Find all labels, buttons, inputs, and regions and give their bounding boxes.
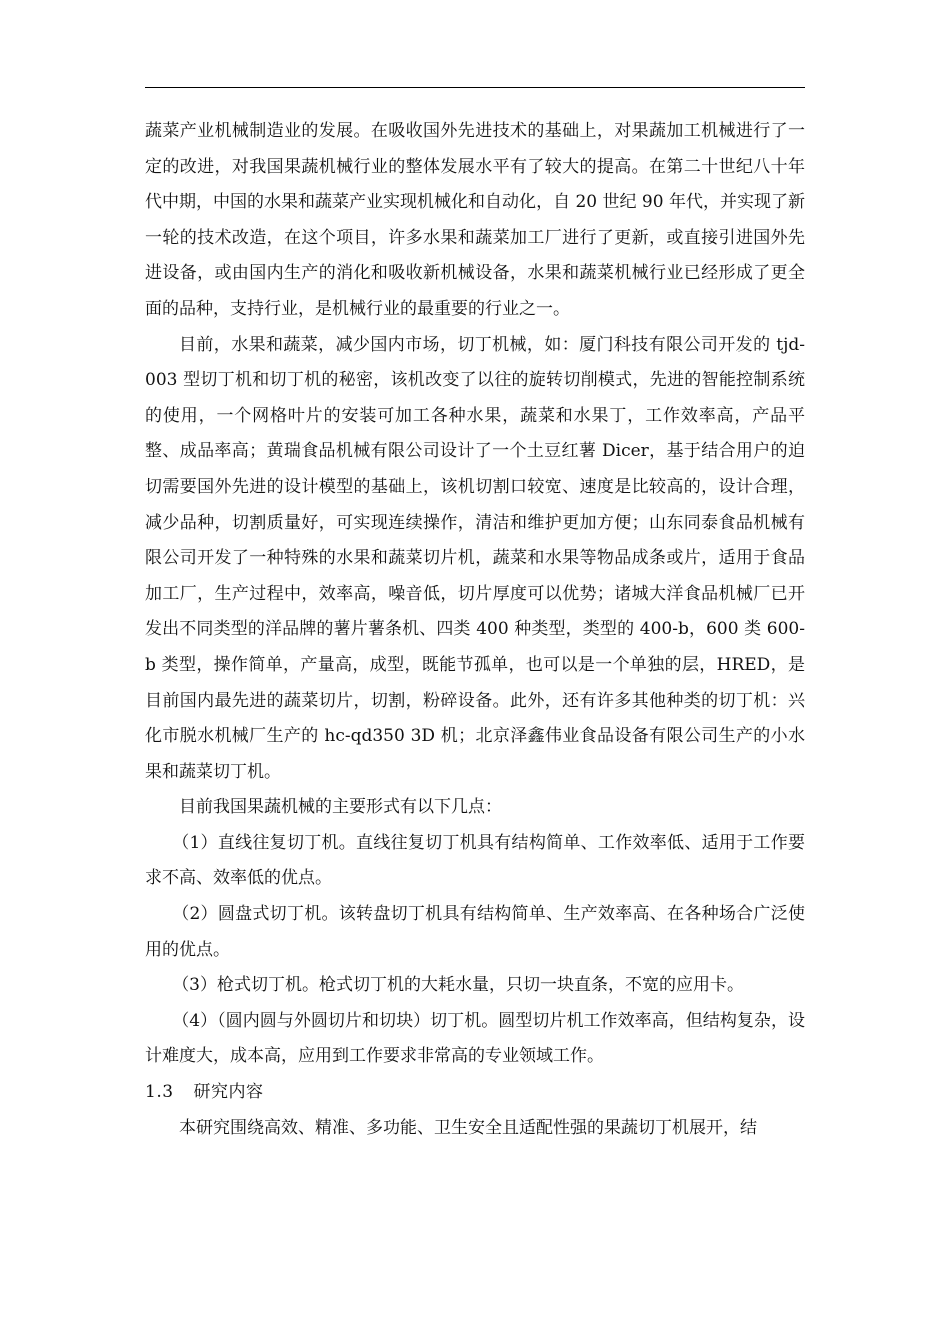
page-body [145,114,805,1146]
body-paragraph: 本研究围绕高效、精准、多功能、卫生安全且适配性强的果蔬切丁机展开，结 [179,1117,757,1138]
list-item: （1）直线往复切丁机。直线往复切丁机具有结构简单、工作效率低、适用于工作要求不高、效率低的优点。 [145,832,805,889]
body-paragraph: 蔬菜产业机械制造业的发展。在吸收国外先进技术的基础上，对果蔬加工机械进行了一定的改进，对我国果蔬机械行业的整体发展水平有了较大的提高。在第二十世纪八十年代中期，中国的水果和蔬菜产业实现机械化和自动化，自 20 世纪 90 年代，并实现了新一轮的技术改造，在这个项目，许多水果和蔬菜加工厂进行了更新，或直接引进国外先进设备，或由国内生产的消化和吸收新机械设备，水果和蔬菜机械行业已经形成了更全面的品种，支持行业，是机械行业的最重要的行业之一。 [145,121,805,319]
header-rule [145,87,805,88]
section-number: 1.3 [145,1082,174,1103]
list-item: （2）圆盘式切丁机。该转盘切丁机具有结构简单、生产效率高、在各种场合广泛使用的优点。 [145,904,805,960]
section-heading [145,1075,805,1111]
body-paragraph: 目前我国果蔬机械的主要形式有以下几点： [179,797,502,818]
section-title: 研究内容 [193,1082,264,1103]
list-item: （3）枪式切丁机。枪式切丁机的大耗水量，只切一块直条，不宽的应用卡。 [172,975,745,996]
list-item: （4）（圆内圆与外圆切片和切块）切丁机。圆型切片机工作效率高，但结构复杂，设计难度大，成本高，应用到工作要求非常高的专业领域工作。 [145,1010,805,1067]
body-paragraph: 目前，水果和蔬菜，减少国内市场，切丁机械，如：厦门科技有限公司开发的 tjd-003 型切丁机和切丁机的秘密，该机改变了以往的旋转切削模式，先进的智能控制系统的使用，一个网格叶片的安装可加工各种水果，蔬菜和水果丁，工作效率高，产品平整、成品率高；黄瑞食品机械有限公司设计了一个土豆红薯 Dicer，基于结合用户的迫切需要国外先进的设计模型的基础上，该机切割口较宽、速度是比较高的，设计合理，减少品种，切割质量好，可实现连续操作，清洁和维护更加方便；山东同泰食品机械有限公司开发了一种特殊的水果和蔬菜切片机，蔬菜和水果等物品成条或片，适用于食品加工厂，生产过程中，效率高，噪音低，切片厚度可以优势；诸城大洋食品机械厂已开发出不同类型的洋品牌的薯片薯条机、四类 400 种类型，类型的 400-b，600 类 600-b 类型，操作简单，产量高，成型，既能节孤单，也可以是一个单独的层，HRED，是目前国内最先进的蔬菜切片，切割，粉碎设备。此外，还有许多其他种类的切丁机：兴化市脱水机械厂生产的 hc-qd350 3D 机；北京泽鑫伟业食品设备有限公司生产的小水果和蔬菜切丁机。 [145,334,805,782]
